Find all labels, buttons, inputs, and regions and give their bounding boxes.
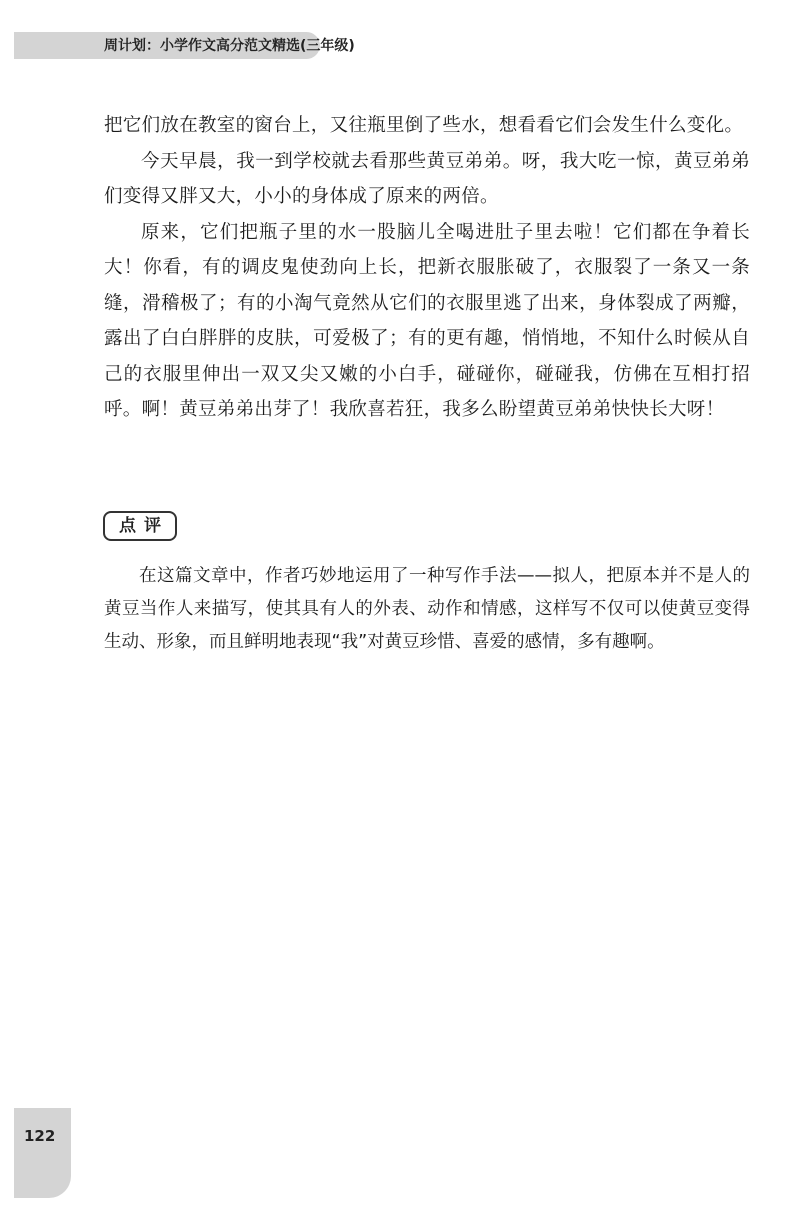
page-number: 122: [24, 1127, 56, 1145]
story-paragraph: 把它们放在教室的窗台上，又往瓶里倒了些水，想看看它们会发生什么变化。: [104, 115, 744, 136]
story-paragraph: 今天早晨，我一到学校就去看那些黄豆弟弟。呀，我大吃一惊，黄豆弟弟们变得又胖又大，小小的身体成了原来的两倍。: [104, 150, 750, 207]
review-paragraph: 在这篇文章中，作者巧妙地运用了一种写作手法——拟人，把原本并不是人的黄豆当作人来描写，使其具有人的外表、动作和情感，这样写不仅可以使黄豆变得生动、形象，而且鲜明地表现“我”对黄豆珍惜、喜爱的感情，多有趣啊。: [104, 566, 750, 652]
review-tag: 点评: [103, 511, 177, 541]
story-paragraph: 原来，它们把瓶子里的水一股脑儿全喝进肚子里去啦！它们都在争着长大！你看，有的调皮鬼使劲向上长，把新衣服胀破了，衣服裂了一条又一条缝，滑稽极了；有的小淘气竟然从它们的衣服里逃了出来，身体裂成了两瓣，露出了白白胖胖的皮肤，可爱极了；有的更有趣，悄悄地，不知什么时候从自己的衣服里伸出一双又尖又嫩的小白手，碰碰你，碰碰我，仿佛在互相打招呼。啊！黄豆弟弟出芽了！我欣喜若狂，我多么盼望黄豆弟弟快快长大呀！: [104, 221, 750, 420]
page-number-tab: [14, 1108, 71, 1198]
review-text: [104, 560, 750, 659]
story-text: [104, 108, 750, 428]
running-header-title: 周计划：小学作文高分范文精选(三年级): [104, 38, 355, 54]
